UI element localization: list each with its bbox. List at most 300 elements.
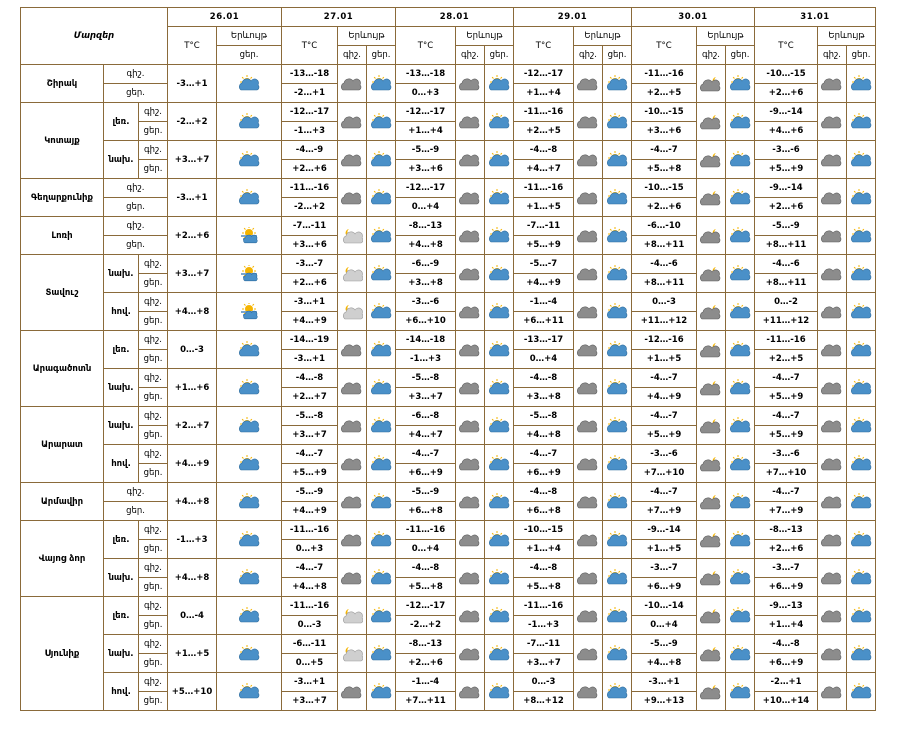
day-weather-cell [847,597,876,635]
cloud-gray-icon [341,531,363,548]
day-weather-cell [847,293,876,331]
day-weather-cell [485,559,514,597]
night-weather-cell [574,673,603,711]
region-name: Արարատ [21,407,104,483]
sun-cloud-icon [729,417,751,434]
day-weather-cell [726,179,755,217]
temperature-cell: +4…+7 [514,160,574,179]
temperature-cell: -10…-15 [755,65,818,84]
day-weather-cell [603,369,632,407]
phenomenon-header: Երևույթ [338,27,396,46]
day-weather-cell [603,597,632,635]
temperature-cell: -3…+1 [168,179,217,217]
day-weather-cell [847,445,876,483]
temperature-cell: +3…+7 [282,692,338,711]
temperature-cell: -10…-14 [632,597,697,616]
cloud-gray-icon [821,265,843,282]
cloud-gray-icon [821,189,843,206]
night-weather-cell [818,483,847,521]
cloud-gray-icon [341,75,363,92]
cloud-gray-icon [577,531,599,548]
cloud-gray-icon [341,189,363,206]
temperature-cell: 0…+4 [396,198,456,217]
temperature-cell: +5…+9 [514,236,574,255]
cloud-moon-icon [700,75,722,92]
temperature-cell: +8…+11 [755,274,818,293]
day-weather-cell [485,293,514,331]
weather-cell [217,179,282,217]
day-weather-cell [485,331,514,369]
temperature-cell: -5…-8 [282,407,338,426]
temperature-cell: -3…-6 [396,293,456,312]
day-weather-cell [726,65,755,103]
table-row [21,521,876,540]
temperature-cell: +4…+8 [396,236,456,255]
sun-cloud-icon [729,113,751,130]
night-label: գիշ. [139,635,168,654]
night-weather-cell [818,673,847,711]
night-weather-cell [456,331,485,369]
zone-label: լեռ. [104,331,139,369]
cloud-gray-icon [821,455,843,472]
cloud-moon-icon [700,683,722,700]
temperature-cell: -12…-17 [396,103,456,122]
cloud-gray-icon [459,607,481,624]
temperature-cell: -12…-17 [396,597,456,616]
zone-label: լեռ. [104,597,139,635]
cloud-moon-icon [700,113,722,130]
day-weather-cell [485,635,514,673]
temperature-cell: +3…+7 [282,426,338,445]
day-label: ցեր. [139,464,168,483]
table-row [21,179,876,198]
sun-cloud-icon [488,113,510,130]
night-label: գիշ. [139,141,168,160]
day-weather-cell [485,483,514,521]
temperature-cell: +4…+8 [168,559,217,597]
temperature-cell: -11…-16 [396,521,456,540]
sun-cloud-icon [238,417,260,434]
day-weather-cell [847,103,876,141]
night-label: գիշ. [139,597,168,616]
weather-cell [217,255,282,293]
zone-label: նախ. [104,559,139,597]
day-weather-cell [367,331,396,369]
sun-cloud-icon [729,531,751,548]
temperature-cell: -2…+1 [282,84,338,103]
sun-cloud-icon [238,151,260,168]
cloud-gray-icon [341,417,363,434]
night-weather-cell [697,217,726,255]
cloud-gray-icon [459,417,481,434]
sun-cloud-icon [729,227,751,244]
night-label: գիշ. [139,369,168,388]
day-weather-cell [485,521,514,559]
cloud-gray-icon [341,493,363,510]
sun-cloud-icon [370,265,392,282]
sun-cloud-icon [488,569,510,586]
weather-cell [217,597,282,635]
temperature-cell: +3…+7 [396,388,456,407]
day-weather-cell [603,331,632,369]
temperature-cell: -4…-7 [514,445,574,464]
zone-label: հով. [104,445,139,483]
cloud-gray-icon [341,151,363,168]
temperature-cell: -3…+1 [282,673,338,692]
sun-cloud-icon [488,645,510,662]
temperature-cell: +6…+10 [396,312,456,331]
night-header: գիշ. [338,46,367,65]
sun-cloud-icon [850,455,872,472]
table-row [21,445,876,464]
temperature-cell: +4…+9 [514,274,574,293]
sun-cloud-icon [370,227,392,244]
cloud-gray-icon [459,227,481,244]
sun-cloud-icon [370,189,392,206]
day-weather-cell [367,445,396,483]
header-row-dates [21,8,876,27]
date-header: 30.01 [632,8,755,27]
temperature-cell: +8…+11 [632,274,697,293]
temperature-cell: -3…+1 [282,350,338,369]
cloud-gray-icon [821,379,843,396]
sun-cloud-icon [850,113,872,130]
cloud-moon-icon [700,607,722,624]
night-weather-cell [818,103,847,141]
date-header: 26.01 [168,8,282,27]
temperature-cell: +4…+6 [755,122,818,141]
night-weather-cell [574,559,603,597]
sun-fog-icon [238,227,260,244]
night-weather-cell [818,179,847,217]
night-weather-cell [818,597,847,635]
night-weather-cell [338,369,367,407]
day-weather-cell [485,141,514,179]
night-weather-cell [697,65,726,103]
temperature-cell: -11…-16 [282,597,338,616]
day-weather-cell [726,521,755,559]
sun-cloud-icon [238,113,260,130]
temperature-cell: +2…+5 [514,122,574,141]
temperature-cell: +4…+8 [168,483,217,521]
night-weather-cell [338,407,367,445]
night-weather-cell [818,445,847,483]
table-row [21,103,876,122]
night-weather-cell [697,103,726,141]
temperature-cell: +7…+10 [755,464,818,483]
night-weather-cell [456,407,485,445]
temperature-cell: +7…+10 [632,464,697,483]
cloud-gray-icon [341,569,363,586]
temperature-cell: +5…+9 [755,426,818,445]
day-label: ցեր. [139,654,168,673]
night-weather-cell [574,521,603,559]
day-label: ցեր. [139,122,168,141]
day-weather-cell [367,673,396,711]
sun-cloud-icon [606,417,628,434]
temperature-cell: -3…-7 [632,559,697,578]
region-name: Շիրակ [21,65,104,103]
day-weather-cell [726,483,755,521]
temperature-cell: 0…-4 [168,597,217,635]
sun-cloud-icon [729,645,751,662]
day-weather-cell [726,331,755,369]
weather-cell [217,331,282,369]
temperature-cell: +6…+8 [396,502,456,521]
cloud-gray-icon [577,341,599,358]
night-weather-cell [456,635,485,673]
temperature-cell: -5…-8 [396,369,456,388]
night-label: գիշ. [104,179,168,198]
day-weather-cell [367,369,396,407]
sun-cloud-icon [606,151,628,168]
temperature-cell: 0…-3 [168,331,217,369]
sun-cloud-icon [238,493,260,510]
cloud-gray-icon [577,493,599,510]
temperature-cell: -7…-11 [514,217,574,236]
weather-cell [217,141,282,179]
sun-cloud-icon [729,151,751,168]
night-weather-cell [818,331,847,369]
sun-cloud-icon [729,189,751,206]
night-weather-cell [338,179,367,217]
temperature-cell: -4…-7 [755,407,818,426]
night-weather-cell [697,445,726,483]
day-label: ցեր. [139,388,168,407]
cloud-gray-icon [459,531,481,548]
temperature-header: T°C [632,27,697,65]
temperature-cell: +1…+4 [396,122,456,141]
night-weather-cell [574,597,603,635]
day-weather-cell [367,141,396,179]
night-weather-cell [574,331,603,369]
sun-cloud-icon [370,645,392,662]
temperature-cell: 0…-3 [514,673,574,692]
night-weather-cell [697,407,726,445]
temperature-cell: -7…-11 [282,217,338,236]
cloud-moon-icon [700,151,722,168]
temperature-cell: -5…-9 [396,141,456,160]
night-weather-cell [456,255,485,293]
temperature-cell: +1…+6 [168,369,217,407]
day-weather-cell [367,597,396,635]
temperature-cell: +1…+5 [514,198,574,217]
sun-cloud-icon [850,569,872,586]
day-weather-cell [367,65,396,103]
sun-cloud-icon [606,303,628,320]
day-header: ցեր. [485,46,514,65]
temperature-cell: +3…+6 [396,160,456,179]
sun-cloud-icon [488,189,510,206]
sun-cloud-icon [729,265,751,282]
temperature-cell: 0…-3 [282,616,338,635]
zone-label: նախ. [104,255,139,293]
cloud-gray-icon [577,75,599,92]
temperature-cell: +8…+11 [755,236,818,255]
cloud-gray-icon [821,569,843,586]
sun-cloud-icon [370,683,392,700]
cloud-moon-icon [700,417,722,434]
night-weather-cell [574,179,603,217]
night-weather-cell [338,217,367,255]
day-weather-cell [847,255,876,293]
night-weather-cell [456,369,485,407]
cloud-gray-icon [821,75,843,92]
day-weather-cell [847,635,876,673]
cloud-gray-icon [821,645,843,662]
temperature-cell: +2…+6 [282,160,338,179]
day-header: ցեր. [367,46,396,65]
sun-fog-icon [238,265,260,282]
sun-cloud-icon [850,493,872,510]
day-label: ցեր. [139,540,168,559]
cloud-gray-icon [577,113,599,130]
night-weather-cell [456,141,485,179]
temperature-cell: -4…-7 [755,369,818,388]
temperature-cell: -11…-16 [514,103,574,122]
sun-cloud-icon [238,75,260,92]
table-row [21,331,876,350]
temperature-cell: -4…-6 [755,255,818,274]
weather-cell [217,369,282,407]
weather-cell [217,217,282,255]
temperature-cell: +5…+9 [755,160,818,179]
cloud-moon-icon [700,341,722,358]
temperature-cell: +4…+9 [168,445,217,483]
temperature-cell: +8…+11 [632,236,697,255]
night-weather-cell [338,255,367,293]
night-weather-cell [338,103,367,141]
night-weather-cell [818,559,847,597]
sun-cloud-icon [488,607,510,624]
cloud-moon-icon [700,531,722,548]
temperature-cell: +2…+5 [755,350,818,369]
day-weather-cell [726,103,755,141]
temperature-cell: -13…-17 [514,331,574,350]
night-weather-cell [456,217,485,255]
weather-cell [217,103,282,141]
weather-cell [217,483,282,521]
cloud-moon-icon [700,493,722,510]
day-weather-cell [485,407,514,445]
sun-cloud-icon [606,607,628,624]
day-weather-cell [726,255,755,293]
temperature-cell: +7…+9 [632,502,697,521]
table-row [21,255,876,274]
temperature-cell: +4…+7 [396,426,456,445]
temperature-cell: +1…+5 [632,350,697,369]
sun-cloud-icon [729,379,751,396]
night-weather-cell [574,217,603,255]
cloud-gray-icon [821,493,843,510]
temperature-cell: +2…+6 [755,540,818,559]
day-header: ցեր. [726,46,755,65]
temperature-cell: -11…-16 [755,331,818,350]
day-weather-cell [847,217,876,255]
day-weather-cell [367,635,396,673]
temperature-cell: -2…+2 [168,103,217,141]
temperature-cell: -3…-6 [632,445,697,464]
table-row [21,635,876,654]
temperature-cell: -11…-16 [632,65,697,84]
night-weather-cell [697,255,726,293]
night-weather-cell [574,369,603,407]
sun-cloud-icon [729,607,751,624]
day-label: ցեր. [139,616,168,635]
temperature-cell: +5…+8 [396,578,456,597]
temperature-cell: +7…+9 [755,502,818,521]
sun-cloud-icon [729,569,751,586]
day-weather-cell [847,521,876,559]
sun-cloud-icon [238,607,260,624]
day-label: ցեր. [104,502,168,521]
day-weather-cell [847,369,876,407]
sun-cloud-icon [488,379,510,396]
day-weather-cell [603,445,632,483]
day-weather-cell [847,407,876,445]
night-weather-cell [456,483,485,521]
temperature-cell: 0…+4 [396,540,456,559]
sun-cloud-icon [729,683,751,700]
cloud-gray-icon [459,75,481,92]
sun-cloud-icon [238,569,260,586]
temperature-cell: +2…+5 [632,84,697,103]
table-row [21,407,876,426]
temperature-cell: -4…-8 [514,483,574,502]
day-weather-cell [603,217,632,255]
night-label: գիշ. [139,521,168,540]
temperature-cell: +4…+8 [514,426,574,445]
table-row [21,369,876,388]
sun-cloud-icon [850,265,872,282]
day-weather-cell [603,179,632,217]
day-label: ցեր. [139,578,168,597]
sun-cloud-icon [850,303,872,320]
night-weather-cell [697,331,726,369]
temperature-cell: -1…+3 [282,122,338,141]
sun-cloud-icon [606,455,628,472]
temperature-cell: -6…-8 [396,407,456,426]
temperature-cell: +3…+8 [514,388,574,407]
temperature-cell: -11…-16 [282,521,338,540]
temperature-cell: +4…+8 [168,293,217,331]
forecast-table [20,7,876,711]
sun-cloud-icon [488,341,510,358]
temperature-cell: -6…-10 [632,217,697,236]
sun-cloud-icon [488,303,510,320]
sun-cloud-icon [238,683,260,700]
sun-cloud-icon [606,531,628,548]
temperature-cell: +3…+8 [396,274,456,293]
sun-cloud-icon [370,493,392,510]
night-weather-cell [456,179,485,217]
moon-cloud-light-icon [341,645,363,662]
temperature-cell: -10…-15 [632,179,697,198]
weather-cell [217,559,282,597]
weather-cell [217,293,282,331]
temperature-cell: 0…-3 [632,293,697,312]
night-weather-cell [574,65,603,103]
night-label: գիշ. [139,407,168,426]
sun-cloud-icon [370,113,392,130]
zone-label: նախ. [104,369,139,407]
moon-cloud-light-icon [341,265,363,282]
day-weather-cell [726,217,755,255]
sun-cloud-icon [488,417,510,434]
sun-cloud-icon [488,455,510,472]
temperature-cell: -11…-16 [514,597,574,616]
night-weather-cell [338,65,367,103]
